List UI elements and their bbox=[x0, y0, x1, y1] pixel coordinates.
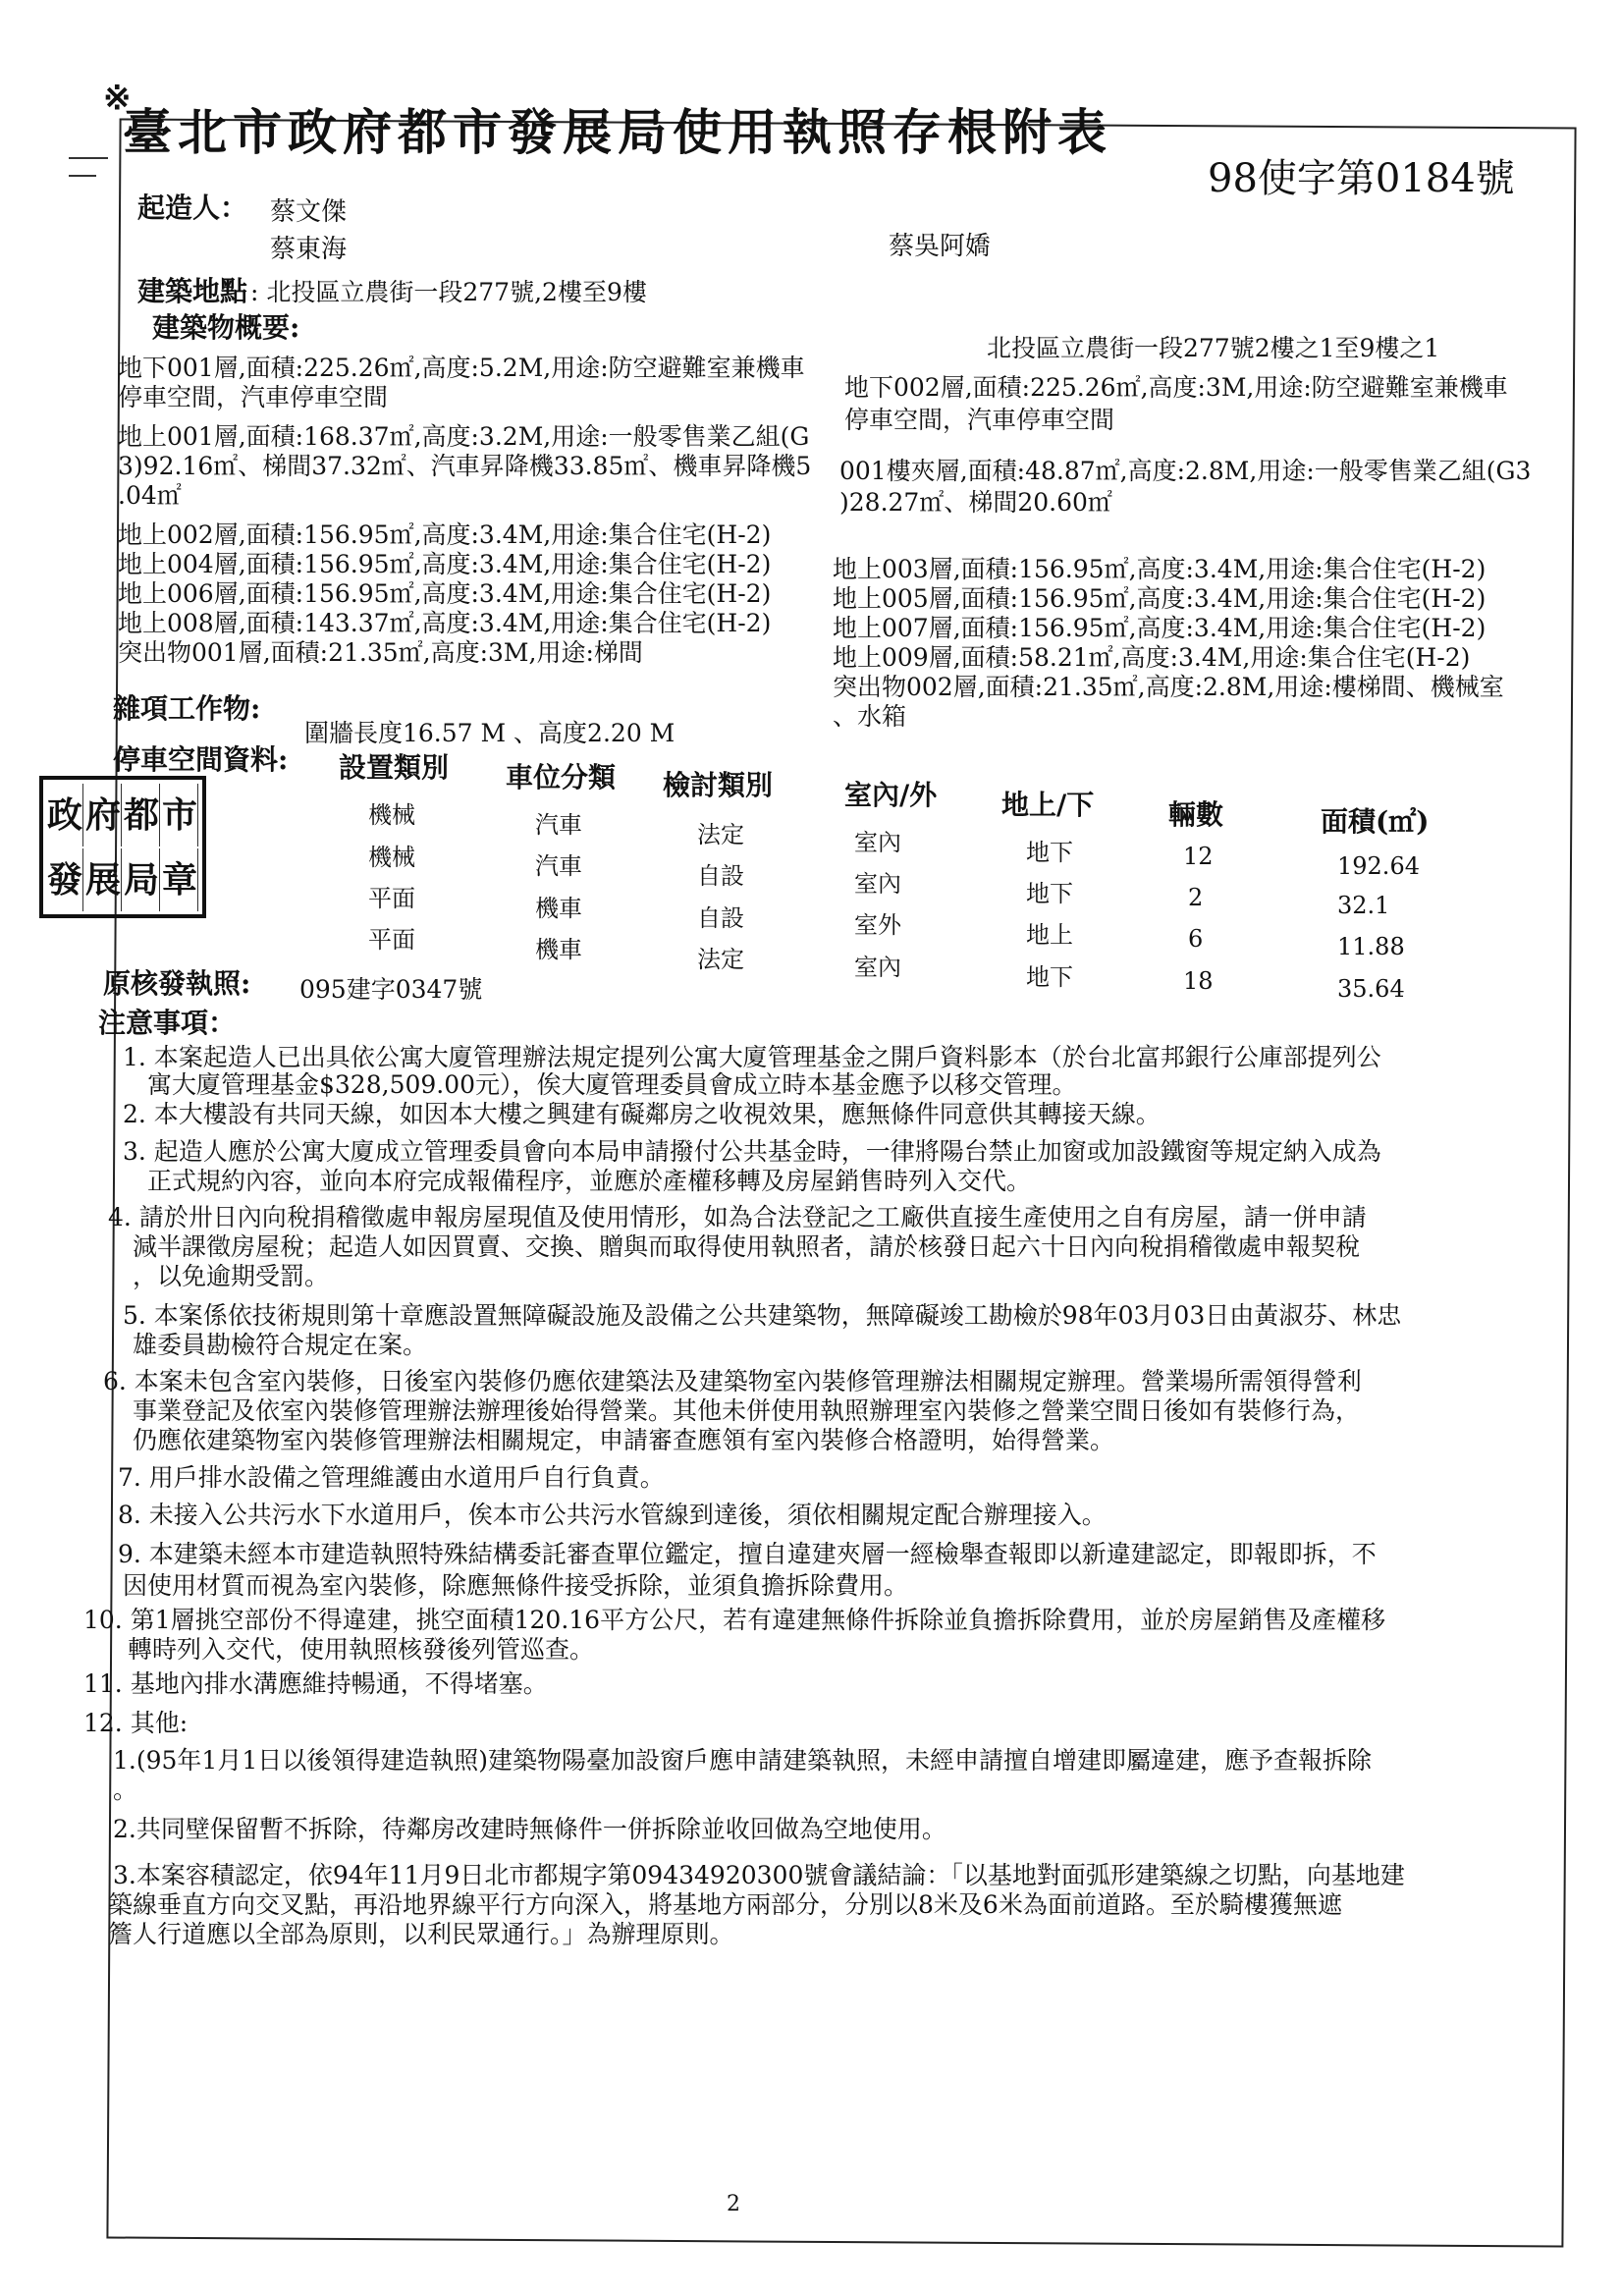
parking-r1-class: 汽車 bbox=[535, 811, 582, 839]
note-line: 。 bbox=[113, 1776, 138, 1804]
parking-r4-indoor: 室內 bbox=[854, 954, 901, 981]
site-label: 建築地點 bbox=[137, 275, 248, 307]
parking-r1-area: 192.64 bbox=[1337, 852, 1420, 880]
parking-r4-review: 法定 bbox=[697, 946, 744, 973]
note-line: 11. 基地內排水溝應維持暢通，不得堵塞。 bbox=[83, 1669, 548, 1698]
parking-r1-review: 法定 bbox=[697, 821, 744, 848]
parking-r2-area: 32.1 bbox=[1337, 892, 1390, 919]
parking-r3-indoor: 室外 bbox=[854, 911, 901, 939]
seal-char: 章 bbox=[162, 848, 198, 911]
note-line: 正式規約內容，並向本府完成報備程序，並應於產權移轉及房屋銷售時列入交代。 bbox=[147, 1167, 1032, 1195]
note-line: 5. 本案係依技術規則第十章應設置無障礙設施及設備之公共建築物，無障礙竣工勘檢於98年03月03日由黃淑芬、林忠 bbox=[123, 1301, 1402, 1330]
parking-r3-level: 地上 bbox=[1026, 921, 1073, 949]
parking-r4-count: 18 bbox=[1183, 967, 1214, 995]
floor-right-1: 地上003層,面積:156.95㎡,高度:3.4M,用途:集合住宅(H-2) bbox=[833, 555, 1486, 583]
parking-r3-count: 6 bbox=[1188, 925, 1204, 953]
floor-right-5: 突出物002層,面積:21.35㎡,高度:2.8M,用途:樓梯間、機械室 bbox=[833, 673, 1504, 701]
parking-header-indoor: 室內/外 bbox=[844, 779, 938, 811]
floor-left-3: 地上006層,面積:156.95㎡,高度:3.4M,用途:集合住宅(H-2) bbox=[118, 579, 772, 608]
overview-left-4: 3)92.16㎡、梯間37.32㎡、汽車昇降機33.85㎡、機車昇降機5 bbox=[118, 452, 812, 480]
overview-left-1: 地下001層,面積:225.26㎡,高度:5.2M,用途:防空避難室兼機車 bbox=[118, 354, 805, 382]
parking-r4-area: 35.64 bbox=[1337, 975, 1405, 1003]
overview-left-5: .04㎡ bbox=[118, 481, 182, 510]
seal-char: 展 bbox=[85, 848, 122, 911]
note-line: 9. 本建築未經本市建造執照特殊結構委託審查單位鑑定，擅自違建夾層一經檢舉查報即以新違建認定，即報即拆，不 bbox=[118, 1540, 1377, 1568]
note-line: 減半課徵房屋稅；起造人如因買賣、交換、贈與而取得使用執照者，請於核發日起六十日內向稅捐稽徵處申報契稅 bbox=[133, 1232, 1361, 1261]
parking-r3-area: 11.88 bbox=[1337, 933, 1405, 960]
applicant-name-3: 蔡吳阿嬌 bbox=[889, 232, 992, 261]
note-line: 12. 其他: bbox=[83, 1709, 189, 1737]
parking-r1-type: 機械 bbox=[368, 801, 415, 829]
seal-char: 發 bbox=[47, 848, 83, 911]
note-line: 因使用材質而視為室內裝修，除應無條件接受拆除，並須負擔拆除費用。 bbox=[123, 1571, 909, 1600]
note-line: ，以免逾期受罰。 bbox=[133, 1262, 330, 1290]
scan-mark: ※ bbox=[103, 79, 132, 118]
parking-r2-type: 機械 bbox=[368, 844, 415, 871]
parking-header-review: 檢討類別 bbox=[663, 769, 774, 801]
scan-artifact bbox=[69, 175, 96, 177]
floor-right-4: 地上009層,面積:58.21㎡,高度:3.4M,用途:集合住宅(H-2) bbox=[833, 643, 1471, 672]
note-line: 3. 起造人應於公寓大廈成立管理委員會向本局申請撥付公共基金時，一律將陽台禁止加窗或加設鐵窗等規定納入成為 bbox=[123, 1137, 1381, 1166]
applicant-name-1: 蔡文傑 bbox=[270, 197, 348, 227]
parking-r2-class: 汽車 bbox=[535, 852, 582, 880]
page-title: 臺北市政府都市發展局使用執照存根附表 bbox=[123, 103, 1112, 161]
note-line: 事業登記及依室內裝修管理辦法辦理後始得營業。其他未併使用執照辦理室內裝修之營業空間日後如有裝修行為， bbox=[133, 1396, 1361, 1425]
parking-r1-indoor: 室內 bbox=[854, 829, 901, 856]
page-number: 2 bbox=[727, 2192, 740, 2216]
original-permit-label: 原核發執照: bbox=[103, 967, 251, 1000]
parking-header-class: 車位分類 bbox=[506, 761, 617, 793]
seal-char: 府 bbox=[85, 784, 122, 847]
note-line: 仍應依建築物室內裝修管理辦法相關規定，申請審查應領有室內裝修合格證明，始得營業。 bbox=[133, 1426, 1115, 1454]
parking-header-area: 面積(㎡) bbox=[1321, 805, 1430, 838]
seal-char: 都 bbox=[124, 784, 160, 847]
note-line: 築線垂直方向交叉點，再沿地界線平行方向深入，將基地方兩部分，分別以8米及6米為面前道路。至於騎樓獲無遮 bbox=[108, 1890, 1342, 1919]
note-line: 7. 用戶排水設備之管理維護由水道用戶自行負責。 bbox=[118, 1463, 665, 1492]
parking-r4-type: 平面 bbox=[368, 926, 415, 954]
note-line: 10. 第1層挑空部份不得違建，挑空面積120.16平方公尺，若有違建無條件拆除並負擔拆除費用，並於房屋銷售及產權移 bbox=[83, 1606, 1386, 1634]
overview-right-4: )28.27㎡、梯間20.60㎡ bbox=[839, 488, 1112, 517]
parking-r2-count: 2 bbox=[1188, 884, 1204, 911]
applicant-label: 起造人： bbox=[137, 191, 248, 224]
note-line: 雄委員勘檢符合規定在案。 bbox=[133, 1331, 428, 1359]
parking-r1-count: 12 bbox=[1183, 843, 1214, 870]
overview-left-3: 地上001層,面積:168.37㎡,高度:3.2M,用途:一般零售業乙組(G bbox=[118, 422, 810, 451]
note-line: 8. 未接入公共污水下水道用戶，俟本市公共污水管線到達後，須依相關規定配合辦理接入。 bbox=[118, 1501, 1107, 1529]
note-line: 1. 本案起造人已出具依公寓大廈管理辦法規定提列公寓大廈管理基金之開戶資料影本（於台北富邦銀行公庫部提列公 bbox=[123, 1043, 1381, 1071]
floor-left-2: 地上004層,面積:156.95㎡,高度:3.4M,用途:集合住宅(H-2) bbox=[118, 550, 772, 578]
parking-label: 停車空間資料: bbox=[113, 743, 289, 776]
floor-right-3: 地上007層,面積:156.95㎡,高度:3.4M,用途:集合住宅(H-2) bbox=[833, 614, 1486, 642]
parking-r3-review: 自設 bbox=[697, 904, 744, 932]
overview-label: 建築物概要: bbox=[152, 311, 300, 344]
note-line: 4. 請於卅日內向稅捐稽徵處申報房屋現值及使用情形，如為合法登記之工廠供直接生產使用之自有房屋，請一併申請 bbox=[108, 1203, 1367, 1231]
parking-r3-type: 平面 bbox=[368, 885, 415, 912]
original-permit-value: 095建字0347號 bbox=[299, 975, 483, 1004]
misc-value: 圍牆長度16.57 M 、高度2.20 M bbox=[304, 719, 675, 747]
overview-left-2: 停車空間，汽車停車空間 bbox=[118, 383, 389, 411]
floor-left-5: 突出物001層,面積:21.35㎡,高度:3M,用途:梯間 bbox=[118, 638, 643, 667]
official-seal bbox=[39, 776, 206, 918]
floor-right-6: 、水箱 bbox=[833, 702, 907, 731]
note-line: 2.共同壁保留暫不拆除，待鄰房改建時無條件一併拆除並收回做為空地使用。 bbox=[113, 1815, 946, 1843]
permit-number: 98使字第0184號 bbox=[1208, 156, 1515, 201]
note-line: 3.本案容積認定，依94年11月9日北市都規字第09434920300號會議結論：「以基地對面弧形建築線之切點，向基地建 bbox=[113, 1861, 1405, 1889]
note-line: 簷人行道應以全部為原則，以利民眾通行。」為辦理原則。 bbox=[108, 1920, 734, 1948]
note-line: 轉時列入交代，使用執照核發後列管巡查。 bbox=[128, 1635, 595, 1664]
parking-header-level: 地上/下 bbox=[1001, 789, 1095, 821]
parking-r2-review: 自設 bbox=[697, 862, 744, 890]
misc-label: 雜項工作物: bbox=[113, 692, 261, 725]
scan-artifact bbox=[69, 157, 108, 159]
floor-right-2: 地上005層,面積:156.95㎡,高度:3.4M,用途:集合住宅(H-2) bbox=[833, 584, 1486, 613]
floor-left-4: 地上008層,面積:143.37㎡,高度:3.4M,用途:集合住宅(H-2) bbox=[118, 609, 772, 637]
parking-r2-level: 地下 bbox=[1026, 880, 1073, 907]
parking-header-count: 輛數 bbox=[1168, 798, 1224, 831]
seal-char: 局 bbox=[124, 848, 160, 911]
parking-r1-level: 地下 bbox=[1026, 839, 1073, 866]
floor-left-1: 地上002層,面積:156.95㎡,高度:3.4M,用途:集合住宅(H-2) bbox=[118, 520, 772, 549]
parking-r3-class: 機車 bbox=[535, 895, 582, 922]
note-line: 1.(95年1月1日以後領得建造執照)建築物陽臺加設窗戶應申請建築執照，未經申請擅自增建即屬違建，應予查報拆除 bbox=[113, 1746, 1372, 1775]
parking-r2-indoor: 室內 bbox=[854, 870, 901, 898]
note-line: 寓大廈管理基金$328,509.00元），俟大廈管理委員會成立時本基金應予以移交管理。 bbox=[147, 1070, 1077, 1099]
overview-right-3: 001樓夾層,面積:48.87㎡,高度:2.8M,用途:一般零售業乙組(G3 bbox=[839, 457, 1532, 485]
applicant-name-2: 蔡東海 bbox=[270, 235, 348, 264]
parking-header-type: 設置類別 bbox=[339, 751, 450, 784]
site-address-1: : 北投區立農街一段277號,2樓至9樓 bbox=[250, 278, 647, 306]
overview-right-2: 停車空間，汽車停車空間 bbox=[844, 406, 1115, 434]
seal-char: 市 bbox=[162, 784, 198, 847]
notes-label: 注意事項： bbox=[98, 1007, 237, 1039]
site-address-2: 北投區立農街一段277號2樓之1至9樓之1 bbox=[987, 334, 1440, 362]
note-line: 6. 本案未包含室內裝修，日後室內裝修仍應依建築法及建築物室內裝修管理辦法相關規定辦理。營業場所需領得營利 bbox=[103, 1367, 1362, 1395]
parking-r4-class: 機車 bbox=[535, 936, 582, 963]
parking-r4-level: 地下 bbox=[1026, 963, 1073, 991]
overview-right-1: 地下002層,面積:225.26㎡,高度:3M,用途:防空避難室兼機車 bbox=[844, 373, 1508, 402]
seal-char: 政 bbox=[47, 784, 83, 847]
note-line: 2. 本大樓設有共同天線，如因本大樓之興建有礙鄰房之收視效果，應無條件同意供其轉接天線。 bbox=[123, 1100, 1161, 1128]
